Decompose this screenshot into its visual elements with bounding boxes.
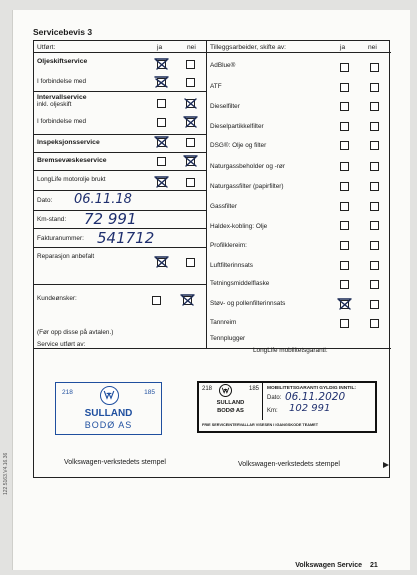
label-gassfilter: Gassfilter	[210, 203, 237, 210]
vw-logo-icon	[219, 384, 232, 397]
label-intervallservice: Intervallservice	[37, 94, 87, 101]
checkbox-reparasjon-ja[interactable]	[157, 258, 166, 267]
stamp2-line1: SULLAND	[216, 400, 245, 406]
checkbox-bremse-nei[interactable]	[186, 157, 195, 166]
checkbox-forbindelse2-ja[interactable]	[157, 118, 166, 127]
checkbox-kundeonsker-ja[interactable]	[152, 296, 161, 305]
checkbox-dsg-ja[interactable]	[340, 141, 349, 150]
checkbox-forbindelse2-nei[interactable]	[186, 118, 195, 127]
label-luftfilter: Luftfilterinnsats	[210, 262, 253, 269]
label-dieselpartikkelfilter: Dieselpartikkelfilter	[210, 123, 264, 130]
side-code: 122.5163.V4.16.36	[3, 452, 9, 495]
label-tetningsmiddel: Tetningsmiddelflaske	[210, 280, 270, 287]
checkbox-adblue-ja[interactable]	[340, 63, 349, 72]
stamp2-header: MOBILITETSGARANTI GYLDIG INNTIL:	[267, 386, 357, 391]
label-tannreim: Tannreim	[210, 319, 237, 326]
checkbox-naturgassfilter-nei[interactable]	[370, 182, 379, 191]
left-header-no: nei	[187, 44, 196, 51]
workshop-stamp-1	[55, 382, 162, 435]
checkbox-inspeksjon-nei[interactable]	[186, 138, 195, 147]
stamp1-line2: BODØ AS	[84, 420, 133, 430]
handwritten-date: 06.11.18	[74, 192, 132, 207]
label-service-utfort-av: Service utført av:	[37, 341, 86, 348]
label-kundeonsker: Kundeønsker:	[37, 295, 77, 302]
right-header-label: Tilleggsarbeider, skifte av:	[210, 44, 286, 51]
stamp2-date-label: Dato:	[267, 395, 282, 401]
checkbox-gassfilter-ja[interactable]	[340, 202, 349, 211]
label-forbindelse-1: I forbindelse med	[37, 78, 87, 85]
header-rule	[34, 52, 391, 53]
stamp1-left-number: 218	[62, 389, 73, 396]
label-bremsevaeskeservice: Bremsevæskeservice	[37, 157, 107, 164]
stamp2-bottom-text: FRIE SERVICEINTERVALLAR VISESEN I IGANGSKODE TEAMET	[202, 423, 319, 427]
label-fakturanummer: Fakturanummer:	[37, 235, 84, 242]
label-profilklereim: Profilklereim:	[210, 242, 247, 249]
label-naturgassfilter: Naturgassfilter (papirfilter)	[210, 183, 284, 190]
stamp2-dealer-box	[199, 383, 263, 420]
row-rule	[34, 152, 206, 153]
checkbox-reparasjon-nei[interactable]	[186, 258, 195, 267]
section-title: Servicebevis 3	[33, 27, 93, 37]
checkbox-bremse-ja[interactable]	[157, 157, 166, 166]
checkbox-tannreim-nei[interactable]	[370, 319, 379, 328]
stamp2-date-value: 06.11.2020	[285, 391, 346, 403]
checkbox-profilklereim-ja[interactable]	[340, 241, 349, 250]
checkbox-kundeonsker-nei[interactable]	[183, 296, 192, 305]
checkbox-tetningsmiddel-ja[interactable]	[340, 280, 349, 289]
label-dieselfilter: Dieselfilter	[210, 103, 240, 110]
label-oljeskiftservice: Oljeskiftservice	[37, 58, 88, 65]
checkbox-naturgassbeholder-ja[interactable]	[340, 162, 349, 171]
next-page-arrow-icon	[383, 462, 389, 468]
checkbox-gassfilter-nei[interactable]	[370, 202, 379, 211]
checkbox-dsg-nei[interactable]	[370, 141, 379, 150]
label-forbindelse-2: I forbindelse med	[37, 118, 87, 125]
row-rule	[34, 170, 206, 171]
label-naturgassbeholder: Naturgassbeholder og -rør	[210, 163, 285, 170]
label-inspeksjonsservice: Inspeksjonsservice	[37, 139, 100, 146]
handwritten-invoice: 541712	[97, 229, 155, 247]
label-haldex: Haldex-kobling: Olje	[210, 223, 268, 230]
stamp2-left-number: 218	[202, 386, 213, 392]
stamp-caption-left: Volkswagen-verkstedets stempel	[64, 459, 166, 466]
checkbox-dieselpartikkel-nei[interactable]	[370, 122, 379, 131]
stamp1-line1: SULLAND	[84, 408, 133, 419]
checkbox-forbindelse1-ja[interactable]	[157, 78, 166, 87]
label-adblue: AdBlue®	[210, 62, 236, 69]
checkbox-longlife-ja[interactable]	[157, 178, 166, 187]
stamp2-km-value: 102 991	[289, 403, 331, 414]
checkbox-dieselpartikkel-ja[interactable]	[340, 122, 349, 131]
label-pollenfilter: Støv- og pollenfilterinnsats	[210, 300, 286, 307]
label-longlife-garanti: LongLife mobilitetsgaranti:	[253, 347, 328, 354]
column-divider	[206, 41, 207, 348]
checkbox-profilklereim-nei[interactable]	[370, 241, 379, 250]
label-for-opp: (Før opp disse på avtalen.)	[37, 329, 114, 336]
row-rule	[34, 190, 206, 191]
checkbox-pollenfilter-ja[interactable]	[340, 300, 349, 309]
stamp-caption-right: Volkswagen-verkstedets stempel	[238, 461, 340, 468]
page-number: 21	[370, 562, 378, 569]
checkbox-forbindelse1-nei[interactable]	[186, 78, 195, 87]
label-dsg: DSG®: Olje og filter	[210, 142, 267, 149]
stamp2-line2: BODØ AS	[217, 408, 244, 414]
longlife-guarantee-stamp	[197, 381, 377, 433]
checkbox-intervall-ja[interactable]	[157, 99, 166, 108]
checkbox-oljeskift-ja[interactable]	[157, 60, 166, 69]
checkbox-pollenfilter-nei[interactable]	[370, 300, 379, 309]
label-km-stand: Km-stand:	[37, 216, 67, 223]
checkbox-oljeskift-nei[interactable]	[186, 60, 195, 69]
checkbox-adblue-nei[interactable]	[370, 63, 379, 72]
stamp2-km-label: Km:	[267, 408, 278, 414]
checkbox-longlife-nei[interactable]	[186, 178, 195, 187]
checkbox-dieselfilter-nei[interactable]	[370, 102, 379, 111]
checkbox-atf-nei[interactable]	[370, 83, 379, 92]
stamp1-right-number: 185	[144, 389, 155, 396]
right-header-no: nei	[368, 44, 377, 51]
row-rule	[34, 247, 206, 248]
checkbox-luftfilter-ja[interactable]	[340, 261, 349, 270]
checkbox-intervall-nei[interactable]	[186, 99, 195, 108]
checkbox-haldex-ja[interactable]	[340, 221, 349, 230]
stamp2-right-number: 185	[248, 386, 259, 392]
label-dato: Dato:	[37, 197, 53, 204]
checkbox-tetningsmiddel-nei[interactable]	[370, 280, 379, 289]
label-tennplugger: Tennplugger	[210, 335, 246, 342]
lower-rule	[34, 348, 391, 349]
right-header-yes: ja	[340, 44, 346, 51]
checkbox-haldex-nei[interactable]	[370, 221, 379, 230]
label-reparasjon: Reparasjon anbefalt	[37, 253, 95, 260]
left-header-label: Utført:	[37, 44, 56, 51]
label-atf: ATF	[210, 83, 222, 90]
left-header-yes: ja	[157, 44, 163, 51]
label-inkl-oljeskift: inkl. oljeskift	[37, 101, 72, 108]
checkbox-atf-ja[interactable]	[340, 83, 349, 92]
vw-logo-icon	[100, 386, 119, 405]
checkbox-naturgassbeholder-nei[interactable]	[370, 162, 379, 171]
checkbox-inspeksjon-ja[interactable]	[157, 138, 166, 147]
row-rule	[34, 284, 206, 285]
checkbox-tannreim-ja[interactable]	[340, 319, 349, 328]
handwritten-km: 72 991	[84, 210, 137, 228]
row-rule	[34, 134, 206, 135]
checkbox-luftfilter-nei[interactable]	[370, 261, 379, 270]
checkbox-dieselfilter-ja[interactable]	[340, 102, 349, 111]
row-rule	[34, 91, 206, 92]
footer-brand: Volkswagen Service	[295, 562, 362, 569]
label-longlife: LongLife motorolje brukt	[37, 176, 106, 183]
checkbox-naturgassfilter-ja[interactable]	[340, 182, 349, 191]
